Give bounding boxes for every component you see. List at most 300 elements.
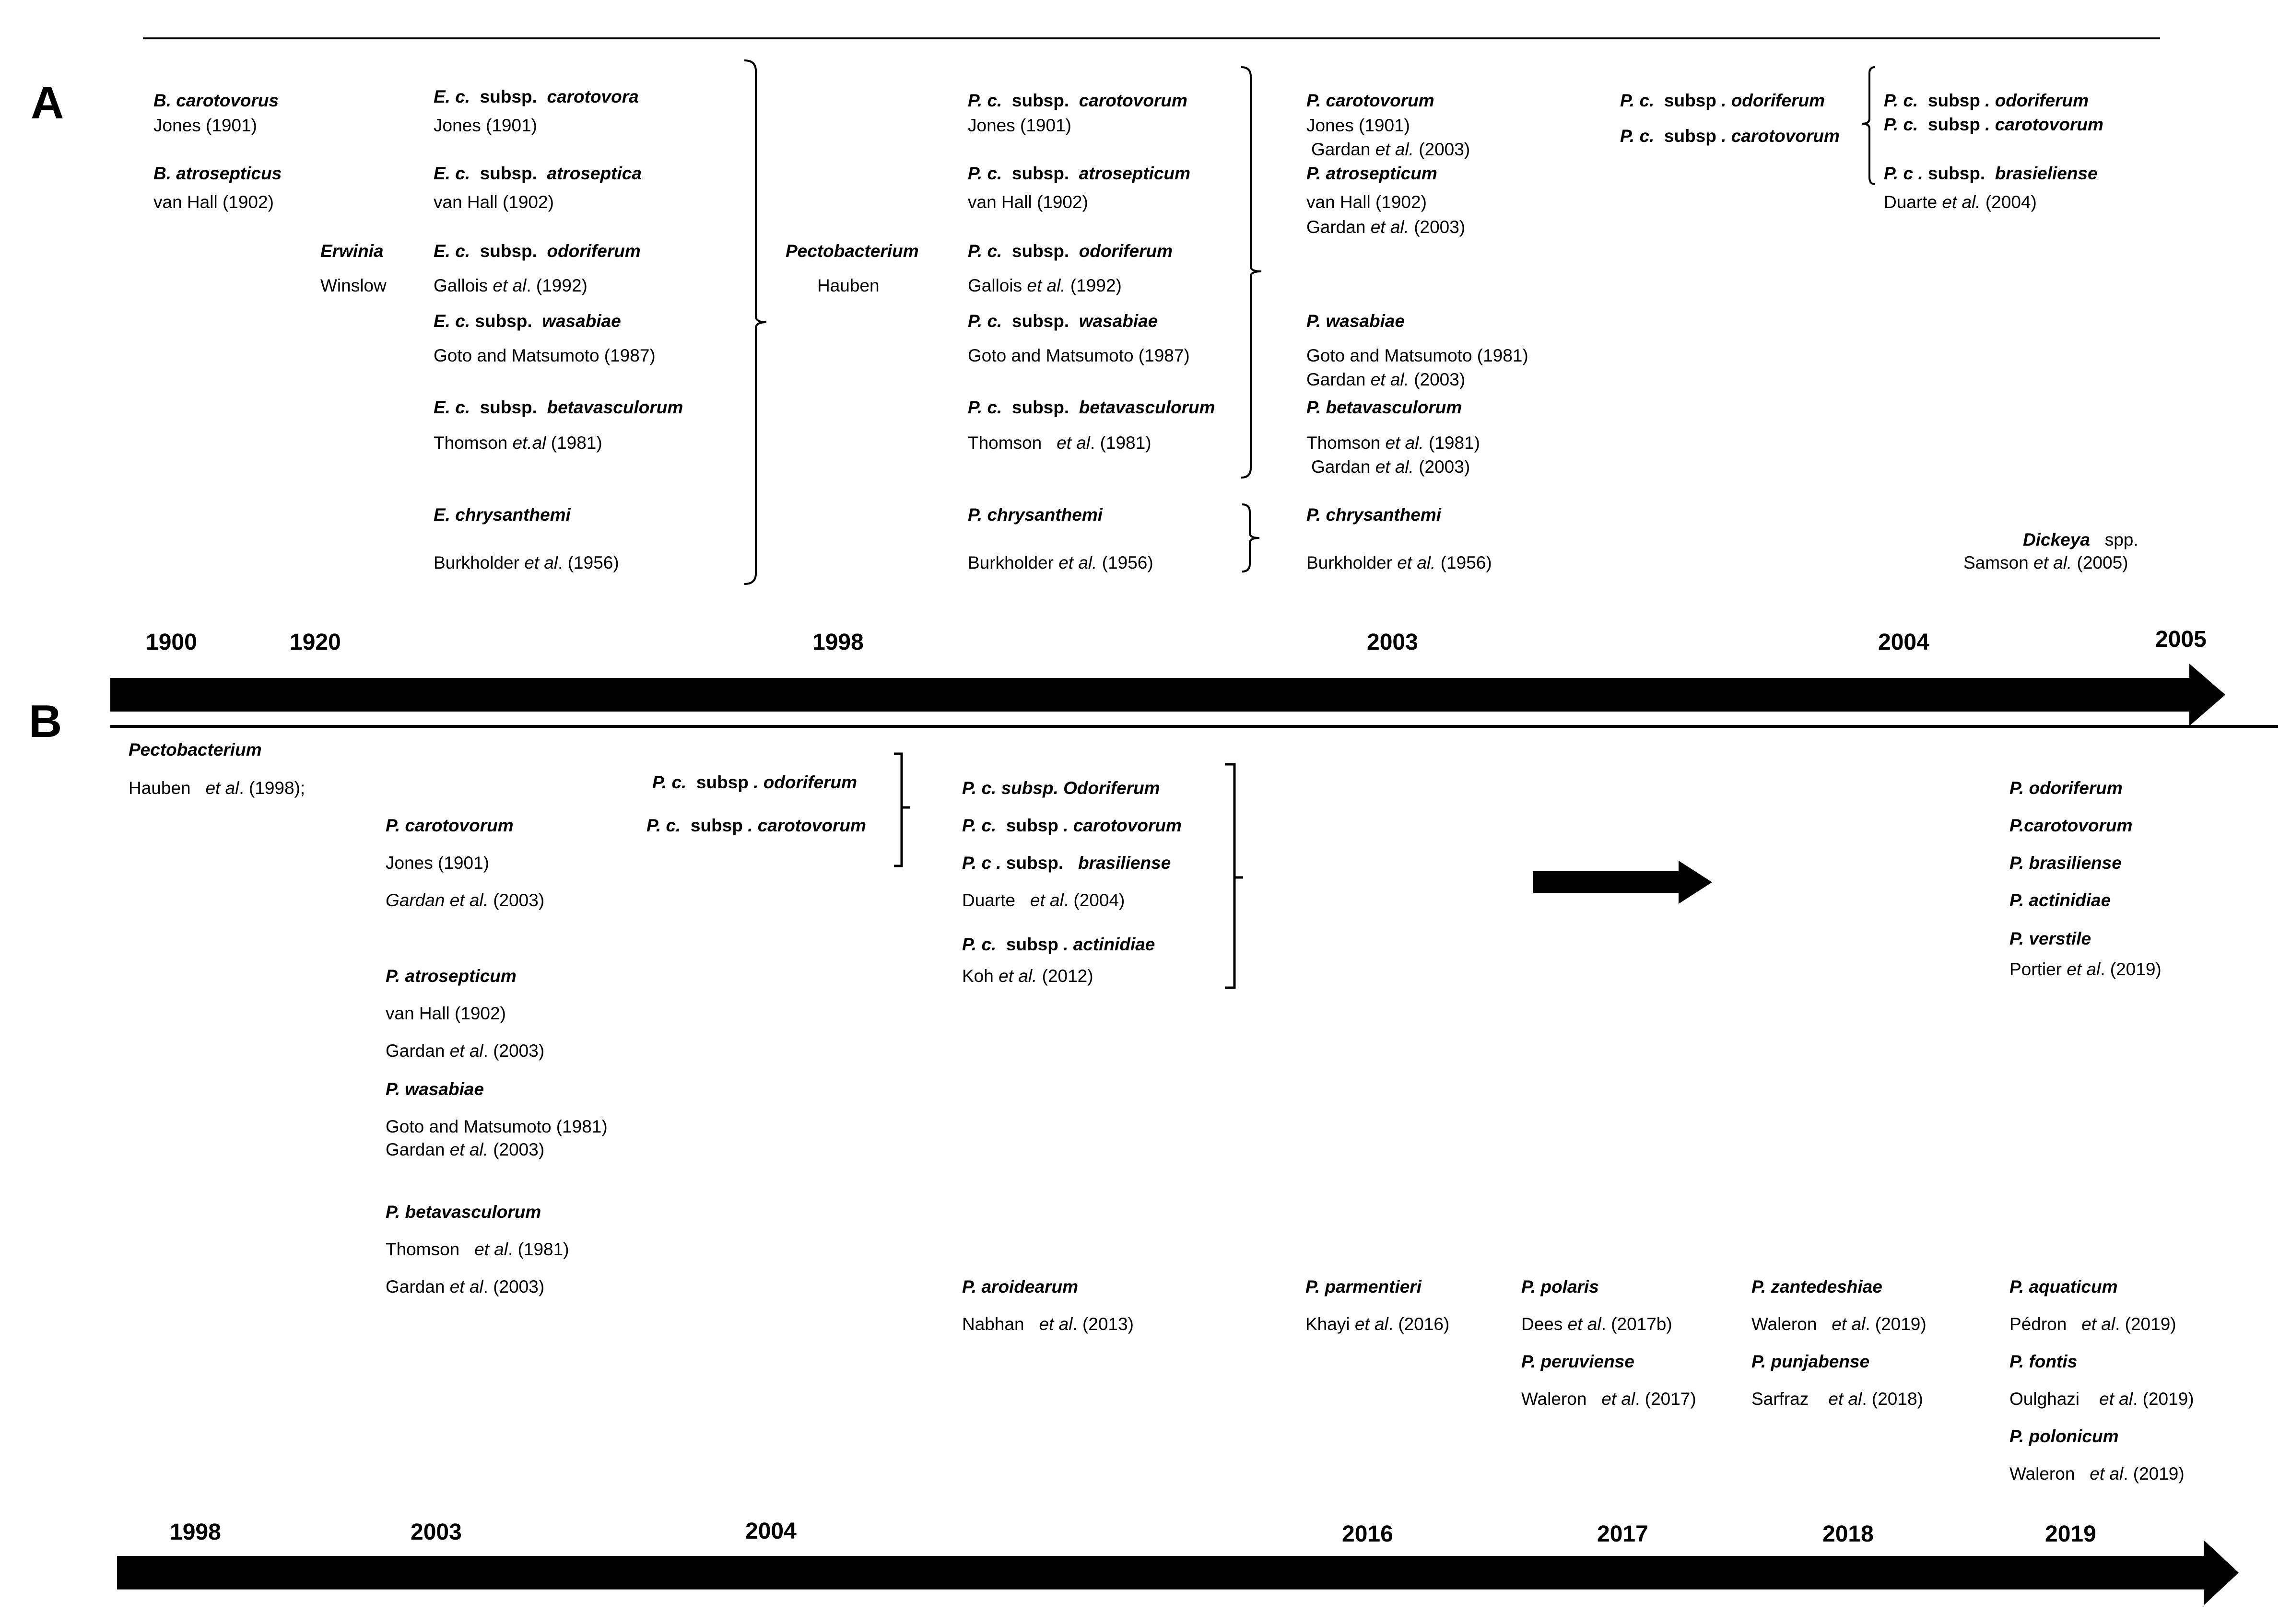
genus-abbrev: P. c. bbox=[968, 311, 1002, 331]
rank-label: subsp bbox=[1006, 816, 1058, 835]
taxon-pc-wasabiae bbox=[968, 311, 1158, 332]
taxon-name: P. carotovorum bbox=[1306, 91, 1434, 110]
taxon-authority bbox=[1306, 217, 1465, 238]
year: . (2013) bbox=[1072, 1314, 1134, 1334]
epithet: carotovora bbox=[547, 87, 639, 106]
author: Hauben bbox=[129, 778, 191, 798]
taxon-p-actinidiae bbox=[2009, 890, 2111, 911]
et-al: et al. bbox=[1370, 217, 1409, 237]
author: Gardan bbox=[1311, 140, 1371, 159]
taxon-name: P. fontis bbox=[2009, 1352, 2078, 1371]
author: Dees bbox=[1521, 1314, 1563, 1334]
year: . (1956) bbox=[558, 553, 619, 572]
rank-label: subsp. bbox=[1927, 164, 1986, 183]
taxon-authority bbox=[386, 1276, 544, 1297]
epithet: . carotovorum bbox=[1721, 126, 1840, 146]
taxon-name: P. atrosepticum bbox=[386, 966, 517, 986]
et-al: et al bbox=[449, 1277, 483, 1297]
genus-abbrev: E. c. bbox=[434, 87, 470, 106]
et-al: et al. bbox=[1375, 140, 1414, 159]
genus-abbrev: E. c. bbox=[434, 241, 470, 261]
genus-abbrev: P. c. bbox=[962, 935, 997, 954]
author: Duarte bbox=[1884, 192, 1938, 212]
year: (1981) bbox=[546, 433, 602, 453]
rank-label: subsp bbox=[1664, 91, 1716, 110]
author: Khayi bbox=[1305, 1314, 1350, 1334]
epithet: odoriferum bbox=[1079, 241, 1173, 261]
taxon-authority: Jones (1901) bbox=[968, 116, 1071, 135]
rank-label: subsp. bbox=[1011, 311, 1069, 331]
et-al: et al bbox=[474, 1239, 508, 1259]
taxon-p-atrosepticum-b bbox=[386, 966, 517, 987]
rank-label: subsp. bbox=[1011, 91, 1069, 110]
genus-name: Dickeya bbox=[2023, 530, 2090, 549]
taxon-authority: van Hall (1902) bbox=[153, 192, 274, 212]
author: Gardan bbox=[386, 1140, 445, 1159]
rank-label: subsp. bbox=[480, 397, 537, 417]
taxon-name: B. atrosepticus bbox=[153, 164, 282, 183]
author: Oulghazi bbox=[2009, 1389, 2080, 1409]
taxon-name: P. parmentieri bbox=[1305, 1277, 1422, 1297]
et-al: et al bbox=[2090, 1464, 2124, 1484]
year: . (2017b) bbox=[1601, 1314, 1672, 1334]
taxon-ec-betavasculorum bbox=[434, 397, 683, 418]
author: Duarte bbox=[962, 890, 1016, 910]
et-al: et al. bbox=[1370, 370, 1409, 389]
et-al: et al. bbox=[449, 1140, 488, 1159]
rank-label: subsp. bbox=[1006, 853, 1064, 873]
et-al: et al bbox=[1832, 1314, 1866, 1334]
year-label-b-2018: 2018 bbox=[1822, 1521, 1874, 1547]
taxon-p-betavasculorum-b bbox=[386, 1202, 541, 1223]
et-al: et al bbox=[524, 553, 558, 572]
genus-pectobacterium bbox=[786, 241, 919, 262]
epithet: wasabiae bbox=[1079, 311, 1158, 331]
taxon-authority: Goto and Matsumoto (1987) bbox=[434, 346, 656, 365]
rank-label: subsp. bbox=[1011, 397, 1069, 417]
taxon-p-odoriferum bbox=[2009, 778, 2123, 799]
year: . (2016) bbox=[1388, 1314, 1450, 1334]
et-al: et al bbox=[1057, 433, 1091, 453]
taxon-p-parmentieri bbox=[1305, 1276, 1422, 1297]
author: Samson bbox=[1963, 553, 2029, 572]
taxon-authority: van Hall (1902) bbox=[434, 192, 554, 212]
taxon-name: B. carotovorus bbox=[153, 91, 279, 110]
taxon-authority bbox=[386, 1139, 544, 1160]
genus-abbrev: E. c. bbox=[434, 311, 470, 331]
taxon-p-zantedeshiae bbox=[1751, 1276, 1882, 1297]
et-al: et al bbox=[2067, 959, 2101, 979]
taxon-ec-carotovora bbox=[434, 86, 639, 107]
taxon-authority bbox=[1521, 1389, 1696, 1410]
taxon-authority bbox=[1306, 552, 1492, 573]
rank-label: subsp. bbox=[480, 164, 537, 183]
year: (2003) bbox=[1409, 217, 1466, 237]
author: Gardan bbox=[1306, 370, 1366, 389]
genus-name: Pectobacterium bbox=[129, 740, 262, 759]
et-al: et al bbox=[1828, 1389, 1862, 1409]
genus-name: Pectobacterium bbox=[786, 241, 919, 261]
taxon-authority bbox=[968, 275, 1122, 296]
taxon-authority: Jones (1901) bbox=[434, 116, 537, 135]
year-label-b-2017: 2017 bbox=[1597, 1521, 1648, 1547]
taxon-authority: Goto and Matsumoto (1981) bbox=[1306, 346, 1528, 365]
author: Burkholder bbox=[434, 553, 519, 572]
taxon-name: P. wasabiae bbox=[1306, 311, 1405, 331]
taxon-name: P. aquaticum bbox=[2009, 1277, 2118, 1297]
taxon-authority bbox=[1305, 1314, 1449, 1335]
taxon-authority bbox=[1963, 552, 2128, 573]
rank-label: subsp. bbox=[475, 311, 532, 331]
year: (2003) bbox=[488, 1140, 545, 1159]
taxon-name: P. atrosepticum bbox=[1306, 164, 1437, 183]
year-label-b-2003: 2003 bbox=[411, 1519, 462, 1545]
taxon-name: E. chrysanthemi bbox=[434, 505, 571, 525]
author: Gallois bbox=[434, 276, 488, 295]
genus-abbrev: P. c. bbox=[646, 816, 681, 835]
taxon-p-fontis bbox=[2009, 1351, 2077, 1372]
taxon-authority bbox=[1306, 432, 1480, 454]
taxon-authority bbox=[1751, 1314, 1927, 1335]
taxon-p-polaris bbox=[1521, 1276, 1599, 1297]
genus-abbrev: P. c. bbox=[1884, 115, 1918, 134]
year: . (2019) bbox=[2133, 1389, 2194, 1409]
year: (2003) bbox=[1413, 140, 1470, 159]
et-al: et al bbox=[2081, 1314, 2115, 1334]
year: . (2019) bbox=[2100, 959, 2162, 979]
author: Nabhan bbox=[962, 1314, 1024, 1334]
author: Burkholder bbox=[968, 553, 1054, 572]
year: . (2004) bbox=[1063, 890, 1125, 910]
taxon-pc-carotovorum bbox=[968, 90, 1187, 111]
epithet: atroseptica bbox=[547, 164, 642, 183]
genus-pectobacterium-b bbox=[129, 739, 262, 760]
epithet: . odoriferum bbox=[1721, 91, 1825, 110]
author: Gardan bbox=[386, 890, 445, 910]
taxon-pc-odoriferum-mid bbox=[962, 778, 1160, 799]
taxon-authority bbox=[2009, 1389, 2194, 1410]
et-al: et al. bbox=[2033, 553, 2072, 572]
genus-abbrev: P. c. bbox=[968, 91, 1002, 110]
rank-label: subsp. bbox=[1011, 164, 1069, 183]
rank-label: subsp bbox=[1006, 935, 1058, 954]
year: (2005) bbox=[2072, 553, 2128, 572]
taxon-authority bbox=[386, 890, 544, 911]
epithet: betavasculorum bbox=[1079, 397, 1215, 417]
taxon-pc-actinidiae-mid bbox=[962, 934, 1155, 955]
year: (2003) bbox=[488, 890, 545, 910]
taxon-b-carotovorus bbox=[153, 90, 279, 111]
rank-label: subsp bbox=[1664, 126, 1716, 146]
taxon-authority bbox=[1884, 192, 2037, 213]
author: Koh bbox=[962, 966, 994, 986]
epithet: wasabiae bbox=[542, 311, 621, 331]
taxon-p-wasabiae bbox=[1306, 311, 1405, 332]
taxon-authority bbox=[434, 275, 587, 296]
transition-arrow bbox=[1533, 861, 1712, 904]
year: . (1998); bbox=[239, 778, 305, 798]
rank-label: subsp bbox=[696, 772, 749, 792]
taxon-name: P. actinidiae bbox=[2009, 890, 2111, 910]
epithet: . carotovorum bbox=[1063, 816, 1182, 835]
et-al: et al bbox=[205, 778, 239, 798]
epithet: . carotovorum bbox=[748, 816, 866, 835]
year: . (2019) bbox=[2123, 1464, 2185, 1484]
year-label-a-2003: 2003 bbox=[1367, 630, 1418, 655]
year: (2003) bbox=[1413, 457, 1470, 477]
author: Gardan bbox=[1311, 457, 1371, 477]
taxon-pc-odoriferum bbox=[968, 241, 1173, 262]
genus-name: Erwinia bbox=[320, 241, 384, 261]
taxon-name: P. chrysanthemi bbox=[1306, 505, 1442, 525]
rank-label: subsp. bbox=[480, 241, 537, 261]
taxon-authority: Jones (1901) bbox=[386, 853, 489, 873]
epithet: odoriferum bbox=[547, 241, 641, 261]
author: Sarfraz bbox=[1751, 1389, 1809, 1409]
taxon-authority bbox=[1521, 1314, 1672, 1335]
year-label-a-1998: 1998 bbox=[812, 630, 864, 655]
rank-label: subsp bbox=[1927, 115, 1980, 134]
taxon-name: P. peruviense bbox=[1521, 1352, 1634, 1371]
taxon-authority bbox=[1311, 139, 1470, 160]
taxon-name: P. zantedeshiae bbox=[1751, 1277, 1882, 1297]
genus-erwinia bbox=[320, 241, 384, 262]
taxon-authority bbox=[386, 1239, 569, 1260]
taxon-authority: van Hall (1902) bbox=[968, 192, 1088, 212]
genus-abbrev: E. c. bbox=[434, 397, 470, 417]
taxon-authority: Goto and Matsumoto (1981) bbox=[386, 1117, 608, 1136]
year-label-a-1920: 1920 bbox=[290, 630, 341, 655]
et-al: et al bbox=[1354, 1314, 1388, 1334]
genus-abbrev: E. c. bbox=[434, 164, 470, 183]
taxon-p-polonicum bbox=[2009, 1426, 2119, 1447]
author: Pédron bbox=[2009, 1314, 2067, 1334]
epithet: brasiliense bbox=[1078, 853, 1171, 873]
epithet: . odoriferum bbox=[753, 772, 857, 792]
genus-abbrev: P. c. bbox=[1884, 91, 1918, 110]
taxon-p-betavasculorum bbox=[1306, 397, 1462, 418]
taxon-authority bbox=[1751, 1389, 1923, 1410]
taxon-pc-carotovorum-2004 bbox=[1620, 126, 1840, 147]
year-label-a-2005: 2005 bbox=[2155, 627, 2207, 652]
author: Burkholder bbox=[1306, 553, 1392, 572]
taxon-authority bbox=[2009, 1314, 2176, 1335]
taxon-authority bbox=[962, 1314, 1134, 1335]
taxon-pc-odoriferum-b bbox=[652, 772, 857, 793]
taxon-ec-odoriferum bbox=[434, 241, 641, 262]
taxon-pc-odoriferum-2005 bbox=[1884, 90, 2089, 111]
taxon-pc-atrosepticum bbox=[968, 163, 1190, 184]
epithet: . odoriferum bbox=[1985, 91, 2089, 110]
year-label-b-2016: 2016 bbox=[1342, 1521, 1393, 1547]
epithet: carotovorum bbox=[1079, 91, 1187, 110]
et-al: et al bbox=[449, 1041, 483, 1061]
rank-label: subsp. bbox=[1011, 241, 1069, 261]
taxon-p-aquaticum bbox=[2009, 1276, 2118, 1297]
year: (2003) bbox=[1409, 370, 1466, 389]
taxon-name: P. wasabiae bbox=[386, 1079, 484, 1099]
genus-abbrev: P. c . bbox=[962, 853, 1001, 873]
genus-authority: Winslow bbox=[320, 276, 387, 295]
taxon-authority bbox=[386, 1040, 544, 1062]
genus-authority: Hauben bbox=[817, 276, 880, 295]
taxon-authority bbox=[962, 966, 1093, 987]
author: Waleron bbox=[1521, 1389, 1587, 1409]
year: . (1992) bbox=[526, 276, 587, 295]
year-label-b-2004: 2004 bbox=[745, 1519, 797, 1544]
timeline-b-arrow bbox=[117, 1540, 2239, 1605]
taxon-name: P. betavasculorum bbox=[1306, 397, 1462, 417]
genus-abbrev: P. c. bbox=[652, 772, 687, 792]
author: Thomson bbox=[1306, 433, 1381, 453]
et-al: et al bbox=[1030, 890, 1064, 910]
genus-abbrev: P. c. bbox=[962, 816, 997, 835]
year-label-a-2004: 2004 bbox=[1878, 630, 1929, 655]
taxon-authority bbox=[434, 552, 619, 573]
taxon-p-verstile bbox=[2009, 928, 2091, 949]
et-al: et al. bbox=[1027, 276, 1066, 295]
taxon-authority bbox=[129, 778, 305, 799]
et-al: et al. bbox=[999, 966, 1037, 986]
author: Gardan bbox=[386, 1041, 445, 1061]
author: Thomson bbox=[968, 433, 1042, 453]
taxon-pc-betavasculorum bbox=[968, 397, 1215, 418]
genus-abbrev: P. c. bbox=[968, 241, 1002, 261]
taxon-pc-odoriferum-2004 bbox=[1620, 90, 1825, 111]
taxon-e-chrysanthemi bbox=[434, 504, 571, 526]
year-label-b-2019: 2019 bbox=[2045, 1521, 2096, 1547]
taxon-pc-carotovorum-b bbox=[646, 815, 866, 836]
author: Thomson bbox=[386, 1239, 460, 1259]
taxon-p-peruviense bbox=[1521, 1351, 1634, 1372]
taxon-authority: Jones (1901) bbox=[1306, 116, 1410, 135]
taxon-authority bbox=[1306, 369, 1465, 390]
year: (1956) bbox=[1435, 553, 1492, 572]
et-al: et.al bbox=[512, 433, 546, 453]
year: . (2003) bbox=[483, 1277, 545, 1297]
year: . (2019) bbox=[1865, 1314, 1927, 1334]
taxon-name: P. brasiliense bbox=[2009, 853, 2122, 873]
epithet: . actinidiae bbox=[1063, 935, 1155, 954]
taxon-pc-brasieliense bbox=[1884, 163, 2098, 184]
taxon-p-punjabense bbox=[1751, 1351, 1869, 1372]
panel-label-b: B bbox=[29, 696, 62, 747]
taxon-name: P. polaris bbox=[1521, 1277, 1599, 1297]
taxon-pc-carotovorum-mid bbox=[962, 815, 1182, 836]
epithet: atrosepticum bbox=[1079, 164, 1191, 183]
author: Waleron bbox=[2009, 1464, 2075, 1484]
taxon-p-aroidearum bbox=[962, 1276, 1078, 1297]
et-al: et al. bbox=[1942, 192, 1981, 212]
taxon-p-brasiliense bbox=[2009, 853, 2122, 874]
year: . (2019) bbox=[2115, 1314, 2176, 1334]
epithet: betavasculorum bbox=[547, 397, 683, 417]
author: Gallois bbox=[968, 276, 1022, 295]
taxon-name: P. chrysanthemi bbox=[968, 505, 1103, 525]
taxon-p-carotovorum-2019 bbox=[2009, 815, 2132, 836]
taxon-name: P. aroidearum bbox=[962, 1277, 1078, 1297]
taxon-authority bbox=[968, 552, 1153, 573]
taxon-authority bbox=[434, 432, 602, 454]
epithet: . carotovorum bbox=[1985, 115, 2103, 134]
author: Thomson bbox=[434, 433, 508, 453]
genus-abbrev: P. c . bbox=[1884, 164, 1923, 183]
et-al: et al bbox=[1601, 1389, 1635, 1409]
et-al: et al bbox=[493, 276, 527, 295]
taxon-p-atrosepticum bbox=[1306, 163, 1437, 184]
taxon-dickeya bbox=[2023, 529, 2138, 550]
taxon-ec-wasabiae bbox=[434, 311, 621, 332]
author: Portier bbox=[2009, 959, 2062, 979]
panel-label-a: A bbox=[31, 77, 64, 129]
et-al: et al. bbox=[1385, 433, 1424, 453]
spp-suffix: spp. bbox=[2104, 530, 2138, 549]
year: . (1981) bbox=[508, 1239, 569, 1259]
genus-abbrev: P. c. bbox=[968, 164, 1002, 183]
et-al: et al. bbox=[449, 890, 488, 910]
rank-label: subsp. bbox=[480, 87, 537, 106]
taxon-authority bbox=[2009, 1463, 2185, 1484]
year: (1956) bbox=[1097, 553, 1153, 572]
year: (1981) bbox=[1423, 433, 1480, 453]
et-al: et al. bbox=[1375, 457, 1414, 477]
taxon-pc-brasiliense-mid bbox=[962, 853, 1171, 874]
taxon-authority: Jones (1901) bbox=[153, 116, 257, 135]
taxon-b-atrosepticus bbox=[153, 163, 282, 184]
taxon-ec-atroseptica bbox=[434, 163, 642, 184]
et-al: et al. bbox=[1397, 553, 1436, 572]
year-label-a-1900: 1900 bbox=[146, 630, 197, 655]
taxon-authority bbox=[962, 890, 1125, 911]
et-al: et al. bbox=[1058, 553, 1097, 572]
taxon-p-wasabiae-b bbox=[386, 1079, 484, 1100]
taxon-name: P. punjabense bbox=[1751, 1352, 1870, 1371]
genus-abbrev: P. c. bbox=[968, 397, 1002, 417]
year: (1992) bbox=[1065, 276, 1122, 295]
year: (2012) bbox=[1037, 966, 1093, 986]
taxon-authority bbox=[2009, 959, 2162, 980]
taxon-name: P. betavasculorum bbox=[386, 1202, 541, 1222]
genus-abbrev: P. c. bbox=[1620, 91, 1655, 110]
et-al: et al bbox=[2099, 1389, 2133, 1409]
et-al: et al bbox=[1039, 1314, 1073, 1334]
author: Gardan bbox=[1306, 217, 1366, 237]
taxon-p-chrysanthemi-2003 bbox=[1306, 504, 1441, 526]
taxon-p-chrysanthemi bbox=[968, 504, 1103, 526]
year: . (1981) bbox=[1090, 433, 1151, 453]
taxon-name: P. c. subsp. Odoriferum bbox=[962, 778, 1160, 798]
year: . (2017) bbox=[1635, 1389, 1696, 1409]
taxon-authority bbox=[968, 432, 1151, 454]
taxon-name: P. odoriferum bbox=[2009, 778, 2123, 798]
taxon-p-carotovorum-b bbox=[386, 815, 514, 836]
taxon-name: P. carotovorum bbox=[386, 816, 514, 835]
author: Gardan bbox=[386, 1277, 445, 1297]
taxon-authority: van Hall (1902) bbox=[1306, 192, 1427, 212]
rank-label: subsp bbox=[690, 816, 743, 835]
year: (2004) bbox=[1980, 192, 2037, 212]
year-label-b-1998: 1998 bbox=[170, 1519, 221, 1545]
taxon-authority: van Hall (1902) bbox=[386, 1004, 506, 1023]
taxon-name: P. verstile bbox=[2009, 929, 2091, 948]
timeline-a-arrow bbox=[110, 664, 2225, 726]
rank-label: subsp bbox=[1927, 91, 1980, 110]
taxon-pc-carotovorum-2005 bbox=[1884, 114, 2103, 135]
year: . (2018) bbox=[1862, 1389, 1923, 1409]
taxon-authority: Goto and Matsumoto (1987) bbox=[968, 346, 1190, 365]
taxon-name: P.carotovorum bbox=[2009, 816, 2133, 835]
taxon-name: P. polonicum bbox=[2009, 1426, 2119, 1446]
